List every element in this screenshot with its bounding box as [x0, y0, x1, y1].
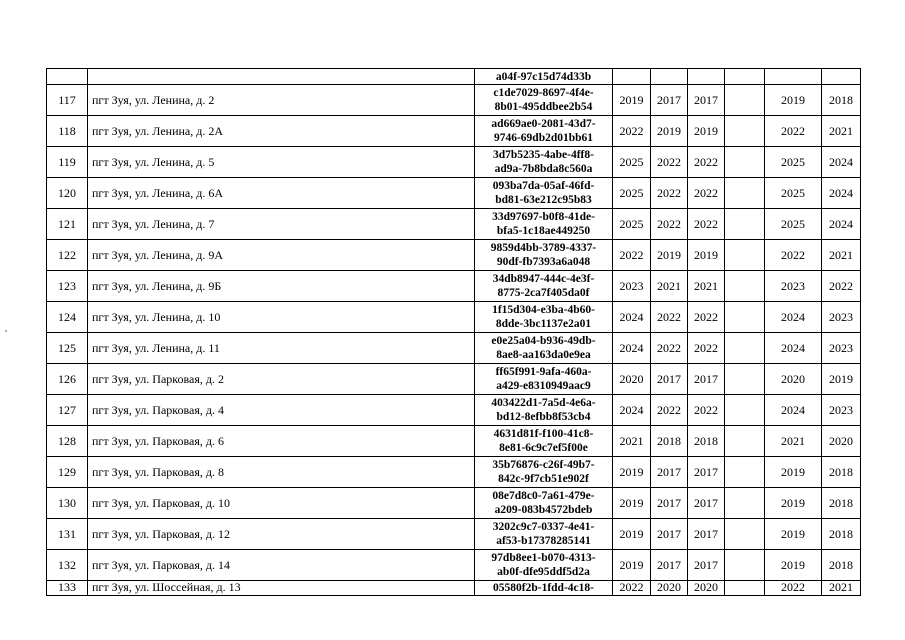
guid-line-2: bd81-63e212c95b83	[495, 194, 592, 206]
cell-guid	[475, 550, 613, 581]
cell-year: 2019	[765, 519, 822, 550]
cell-year	[725, 426, 765, 457]
cell-address: пгт Зуя, ул. Ленина, д. 9А	[88, 240, 475, 271]
guid-line-2: 8ae8-aa163da0e9ea	[496, 349, 591, 361]
cell-num: 117	[47, 85, 88, 116]
cell-year: 2018	[822, 457, 861, 488]
cell-num: 120	[47, 178, 88, 209]
housing-table	[46, 68, 861, 596]
cell-year: 2025	[613, 209, 651, 240]
cell-year: 2019	[613, 519, 651, 550]
cell-year: 2022	[765, 240, 822, 271]
cell-year: 2021	[765, 426, 822, 457]
cell-year: 2022	[688, 178, 725, 209]
cell-year: 2024	[765, 302, 822, 333]
guid-line-2: 8775-2ca7f405da0f	[497, 287, 590, 299]
cell-num: 131	[47, 519, 88, 550]
cell-year: 2022	[613, 581, 651, 596]
cell-num: 127	[47, 395, 88, 426]
table-row	[47, 364, 861, 395]
table-row-continued	[47, 69, 861, 85]
guid-line-1: e0e25a04-b936-49db-	[491, 335, 596, 347]
cell-year: 2017	[651, 519, 688, 550]
cell-guid	[475, 271, 613, 302]
cell-year: 2022	[613, 116, 651, 147]
cell-year: 2020	[688, 581, 725, 596]
table-row	[47, 116, 861, 147]
guid-line-2: 90df-fb7393a6a048	[496, 256, 591, 268]
cell-year: 2019	[613, 550, 651, 581]
cell-year: 2019	[765, 550, 822, 581]
guid-line-2: 8b01-495ddbee2b54	[494, 101, 593, 113]
cell-year: 2025	[765, 147, 822, 178]
guid-line-2: bfa5-1c18ae449250	[496, 225, 591, 237]
cell-year: 2022	[765, 116, 822, 147]
cell-year	[725, 581, 765, 596]
cell-guid	[475, 488, 613, 519]
cell-year: 2019	[765, 488, 822, 519]
table-row	[47, 550, 861, 581]
cell-year: 2018	[688, 426, 725, 457]
table-row	[47, 333, 861, 364]
cell-year: 2017	[688, 457, 725, 488]
cell-num: 130	[47, 488, 88, 519]
guid-line-1: 35b76876-c26f-49b7-	[492, 459, 595, 471]
cell-address: пгт Зуя, ул. Шоссейная, д. 13	[88, 581, 475, 596]
cell-year: 2017	[651, 457, 688, 488]
cell-year: 2024	[822, 147, 861, 178]
cell-year: 2021	[822, 240, 861, 271]
table-row	[47, 178, 861, 209]
cell-year: 2022	[651, 333, 688, 364]
cell-guid	[475, 85, 613, 116]
cell-num: 132	[47, 550, 88, 581]
table-body	[47, 69, 861, 596]
guid-line-2: a209-083b4572bdeb	[494, 504, 593, 516]
cell-year: 2022	[651, 209, 688, 240]
cell-year	[725, 69, 765, 85]
guid-line-2: 8dde-3bc1137e2a01	[495, 318, 592, 330]
cell-year: 2024	[613, 333, 651, 364]
cell-year: 2019	[688, 240, 725, 271]
cell-year: 2017	[651, 364, 688, 395]
cell-num: 124	[47, 302, 88, 333]
cell-year: 2017	[688, 488, 725, 519]
scan-speck	[5, 330, 7, 332]
cell-year	[651, 69, 688, 85]
cell-year	[725, 395, 765, 426]
cell-guid	[475, 519, 613, 550]
cell-guid	[475, 395, 613, 426]
cell-guid: a04f-97c15d74d33b	[475, 69, 613, 85]
cell-year: 2022	[765, 581, 822, 596]
cell-num: 119	[47, 147, 88, 178]
cell-year	[725, 488, 765, 519]
table-row	[47, 488, 861, 519]
cell-year: 2018	[822, 550, 861, 581]
guid-line-2: 8e81-6c9c7ef5f00e	[499, 442, 588, 454]
cell-year: 2023	[822, 333, 861, 364]
cell-address: пгт Зуя, ул. Парковая, д. 2	[88, 364, 475, 395]
guid-line-1: 1f15d304-e3ba-4b60-	[492, 304, 595, 316]
cell-year	[613, 69, 651, 85]
cell-address: пгт Зуя, ул. Ленина, д. 2А	[88, 116, 475, 147]
cell-year	[725, 333, 765, 364]
guid-line-1: ff65f991-9afa-460a-	[495, 366, 592, 378]
cell-year	[725, 302, 765, 333]
cell-year: 2021	[613, 426, 651, 457]
cell-year: 2020	[613, 364, 651, 395]
cell-year	[725, 240, 765, 271]
table-row	[47, 426, 861, 457]
cell-num: 133	[47, 581, 88, 596]
cell-year: 2020	[765, 364, 822, 395]
cell-address: пгт Зуя, ул. Ленина, д. 5	[88, 147, 475, 178]
cell-guid	[475, 240, 613, 271]
guid-line-2: af53-b17378285141	[496, 535, 591, 547]
cell-year: 2022	[688, 333, 725, 364]
cell-year: 2018	[822, 488, 861, 519]
guid-line-1: 3d7b5235-4abe-4ff8-	[493, 149, 594, 161]
cell-year: 2024	[822, 209, 861, 240]
cell-year: 2023	[613, 271, 651, 302]
cell-address: пгт Зуя, ул. Ленина, д. 10	[88, 302, 475, 333]
cell-num: 118	[47, 116, 88, 147]
table-row	[47, 457, 861, 488]
cell-year: 2019	[613, 488, 651, 519]
cell-year: 2017	[651, 85, 688, 116]
cell-year	[725, 364, 765, 395]
guid-line-2: ab0f-dfe95ddf5d2a	[497, 566, 590, 578]
cell-year	[725, 85, 765, 116]
cell-year: 2025	[613, 178, 651, 209]
cell-year: 2021	[651, 271, 688, 302]
guid-line-1: ad669ae0-2081-43d7-	[491, 118, 596, 130]
cell-year: 2024	[613, 395, 651, 426]
cell-year: 2025	[613, 147, 651, 178]
cell-year: 2024	[613, 302, 651, 333]
guid-line-1: 9859d4bb-3789-4337-	[490, 242, 597, 254]
cell-num: 129	[47, 457, 88, 488]
cell-num: 122	[47, 240, 88, 271]
cell-year	[725, 178, 765, 209]
guid-line-1: 33d97697-b0f8-41de-	[492, 211, 595, 223]
cell-year: 2025	[765, 178, 822, 209]
table-row	[47, 85, 861, 116]
cell-guid	[475, 426, 613, 457]
cell-address: пгт Зуя, ул. Парковая, д. 6	[88, 426, 475, 457]
cell-year: 2021	[688, 271, 725, 302]
cell-year: 2019	[651, 116, 688, 147]
cell-year: 2024	[765, 395, 822, 426]
cell-year: 2017	[688, 85, 725, 116]
cell-year: 2022	[651, 395, 688, 426]
cell-address: пгт Зуя, ул. Ленина, д. 9Б	[88, 271, 475, 302]
guid-line-1: 3202c9c7-0337-4e41-	[492, 521, 595, 533]
table-row-cut	[47, 581, 861, 596]
cell-year: 2023	[822, 395, 861, 426]
cell-year	[822, 69, 861, 85]
cell-year: 2022	[651, 147, 688, 178]
table-row	[47, 302, 861, 333]
guid-line-1: 08e7d8c0-7a61-479e-	[492, 490, 595, 502]
cell-year: 2023	[765, 271, 822, 302]
guid-line-1: c1de7029-8697-4f4e-	[493, 87, 594, 99]
table-row	[47, 209, 861, 240]
guid-line-1: 97db8ee1-b070-4313-	[491, 552, 596, 564]
cell-guid	[475, 457, 613, 488]
cell-year	[725, 457, 765, 488]
cell-year	[725, 147, 765, 178]
table-row	[47, 395, 861, 426]
cell-year: 2022	[688, 302, 725, 333]
cell-num: 125	[47, 333, 88, 364]
guid-line-2: a429-e8310949aac9	[496, 380, 591, 392]
cell-year: 2024	[822, 178, 861, 209]
guid-line-1: 403422d1-7a5d-4e6a-	[491, 397, 596, 409]
cell-guid	[475, 147, 613, 178]
table-row	[47, 271, 861, 302]
cell-year	[765, 69, 822, 85]
guid-line-2: 9746-69db2d01bb61	[493, 132, 594, 144]
cell-guid	[475, 364, 613, 395]
document-page	[46, 68, 860, 596]
cell-year: 2019	[765, 457, 822, 488]
guid-line-2: bd12-8efbb8f53cb4	[496, 411, 591, 423]
cell-year: 2022	[688, 209, 725, 240]
cell-address	[88, 69, 475, 85]
cell-year: 2018	[651, 426, 688, 457]
cell-year: 2021	[822, 581, 861, 596]
cell-year: 2019	[613, 457, 651, 488]
table-row	[47, 240, 861, 271]
cell-address: пгт Зуя, ул. Ленина, д. 2	[88, 85, 475, 116]
cell-guid	[475, 116, 613, 147]
guid-line-1: 34db8947-444c-4e3f-	[492, 273, 595, 285]
cell-address: пгт Зуя, ул. Парковая, д. 12	[88, 519, 475, 550]
cell-year: 2019	[688, 116, 725, 147]
cell-guid	[475, 302, 613, 333]
guid-line-2: 842c-9f7cb51e902f	[498, 473, 589, 485]
cell-year	[725, 519, 765, 550]
cell-guid	[475, 209, 613, 240]
cell-year: 2023	[822, 302, 861, 333]
cell-num: 126	[47, 364, 88, 395]
cell-year	[725, 271, 765, 302]
cell-year	[725, 209, 765, 240]
cell-year: 2017	[688, 550, 725, 581]
guid-line-1: 4631d81f-f100-41c8-	[493, 428, 594, 440]
cell-year	[725, 116, 765, 147]
cell-address: пгт Зуя, ул. Ленина, д. 11	[88, 333, 475, 364]
table-row	[47, 519, 861, 550]
cell-guid: 05580f2b-1fdd-4c18-	[475, 581, 613, 596]
cell-address: пгт Зуя, ул. Парковая, д. 10	[88, 488, 475, 519]
cell-year: 2017	[688, 519, 725, 550]
cell-num: 121	[47, 209, 88, 240]
cell-year: 2019	[822, 364, 861, 395]
cell-year: 2019	[765, 85, 822, 116]
cell-year: 2022	[822, 271, 861, 302]
cell-year: 2022	[688, 395, 725, 426]
cell-num: 123	[47, 271, 88, 302]
guid-line-1: 093ba7da-05af-46fd-	[492, 180, 595, 192]
guid-line-2: ad9a-7b8bda8c560a	[494, 163, 593, 175]
cell-year: 2022	[651, 302, 688, 333]
cell-year: 2017	[651, 488, 688, 519]
cell-year: 2019	[651, 240, 688, 271]
cell-address: пгт Зуя, ул. Ленина, д. 7	[88, 209, 475, 240]
cell-address: пгт Зуя, ул. Парковая, д. 14	[88, 550, 475, 581]
cell-address: пгт Зуя, ул. Парковая, д. 8	[88, 457, 475, 488]
cell-year: 2019	[613, 85, 651, 116]
cell-year: 2024	[765, 333, 822, 364]
cell-year: 2018	[822, 519, 861, 550]
cell-year	[725, 550, 765, 581]
table-row	[47, 147, 861, 178]
cell-year: 2022	[651, 178, 688, 209]
cell-year: 2018	[822, 85, 861, 116]
cell-num	[47, 69, 88, 85]
cell-guid	[475, 333, 613, 364]
cell-year: 2022	[688, 147, 725, 178]
cell-year: 2022	[613, 240, 651, 271]
cell-year: 2017	[688, 364, 725, 395]
cell-year: 2020	[651, 581, 688, 596]
cell-num: 128	[47, 426, 88, 457]
cell-year: 2020	[822, 426, 861, 457]
cell-address: пгт Зуя, ул. Ленина, д. 6А	[88, 178, 475, 209]
cell-year: 2017	[651, 550, 688, 581]
cell-year: 2025	[765, 209, 822, 240]
cell-year: 2021	[822, 116, 861, 147]
cell-address: пгт Зуя, ул. Парковая, д. 4	[88, 395, 475, 426]
cell-guid	[475, 178, 613, 209]
cell-year	[688, 69, 725, 85]
